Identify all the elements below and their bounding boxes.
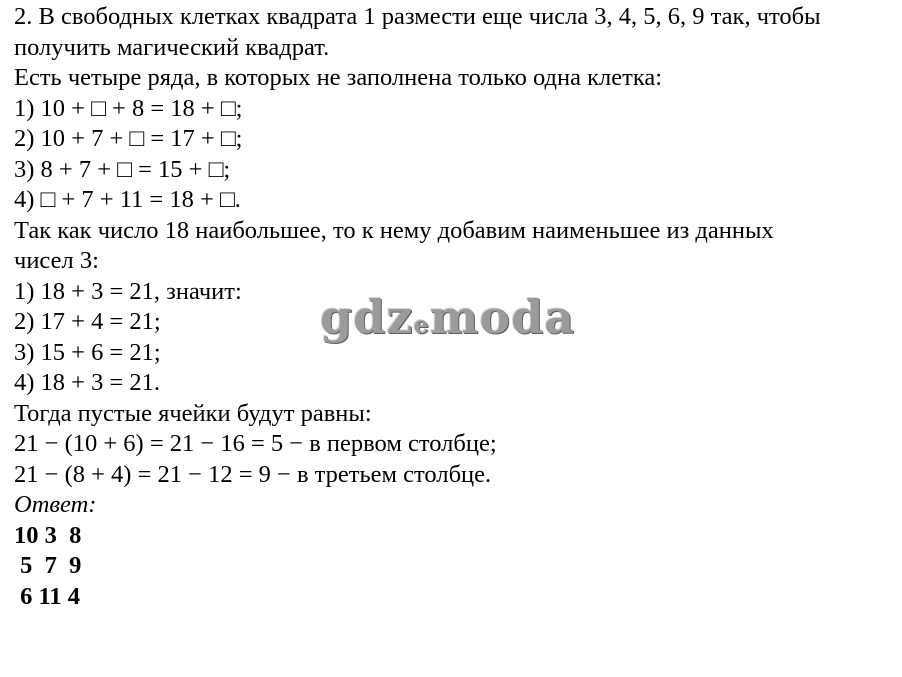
problem-line-1: 2. В свободных клетках квадрата 1 размести еще числа 3, 4, 5, 6, 9 так, чтобы [14, 3, 821, 30]
magic-square-row-3: 6 11 4 [14, 582, 81, 610]
conclusion-line: Тогда пустые ячейки будут равны: [14, 399, 372, 427]
calculation-first-column: 21 − (10 + 6) = 21 − 16 = 5 − в первом столбце; [14, 430, 497, 457]
equation-row-1: 1) 10 + □ + 8 = 18 + □; [14, 94, 243, 122]
explanation-line-1: Так как число 18 наибольшее, то к нему добавим наименьшее из данных [14, 216, 774, 244]
equation-row-2: 2) 10 + 7 + □ = 17 + □; [14, 125, 243, 152]
sum-row-1: 1) 18 + 3 = 21, значит: [14, 277, 242, 305]
magic-square-row-1: 10 3 8 [14, 521, 82, 549]
calculation-third-column: 21 − (8 + 4) = 21 − 12 = 9 − в третьем столбце. [14, 460, 492, 488]
watermark-part-1: gdz [320, 290, 414, 344]
answer-label: Ответ: [14, 491, 97, 518]
magic-square-answer [14, 521, 898, 613]
equation-row-4: 4) □ + 7 + 11 = 18 + □. [14, 186, 241, 213]
sum-row-3: 3) 15 + 6 = 21; [14, 338, 161, 366]
magic-square-row-2: 5 7 9 [14, 552, 82, 579]
problem-line-2: получить магический квадрат. [14, 33, 330, 61]
explanation-line-2: чисел 3: [14, 247, 99, 274]
watermark-part-2: moda [429, 290, 576, 344]
sum-row-4: 4) 18 + 3 = 21. [14, 369, 161, 396]
sum-row-2: 2) 17 + 4 = 21; [14, 308, 161, 335]
solution-document [14, 2, 898, 612]
problem-line-3: Есть четыре ряда, в которых не заполнена только одна клетка: [14, 64, 663, 91]
watermark-dot: e [413, 310, 430, 339]
equation-row-3: 3) 8 + 7 + □ = 15 + □; [14, 155, 231, 183]
